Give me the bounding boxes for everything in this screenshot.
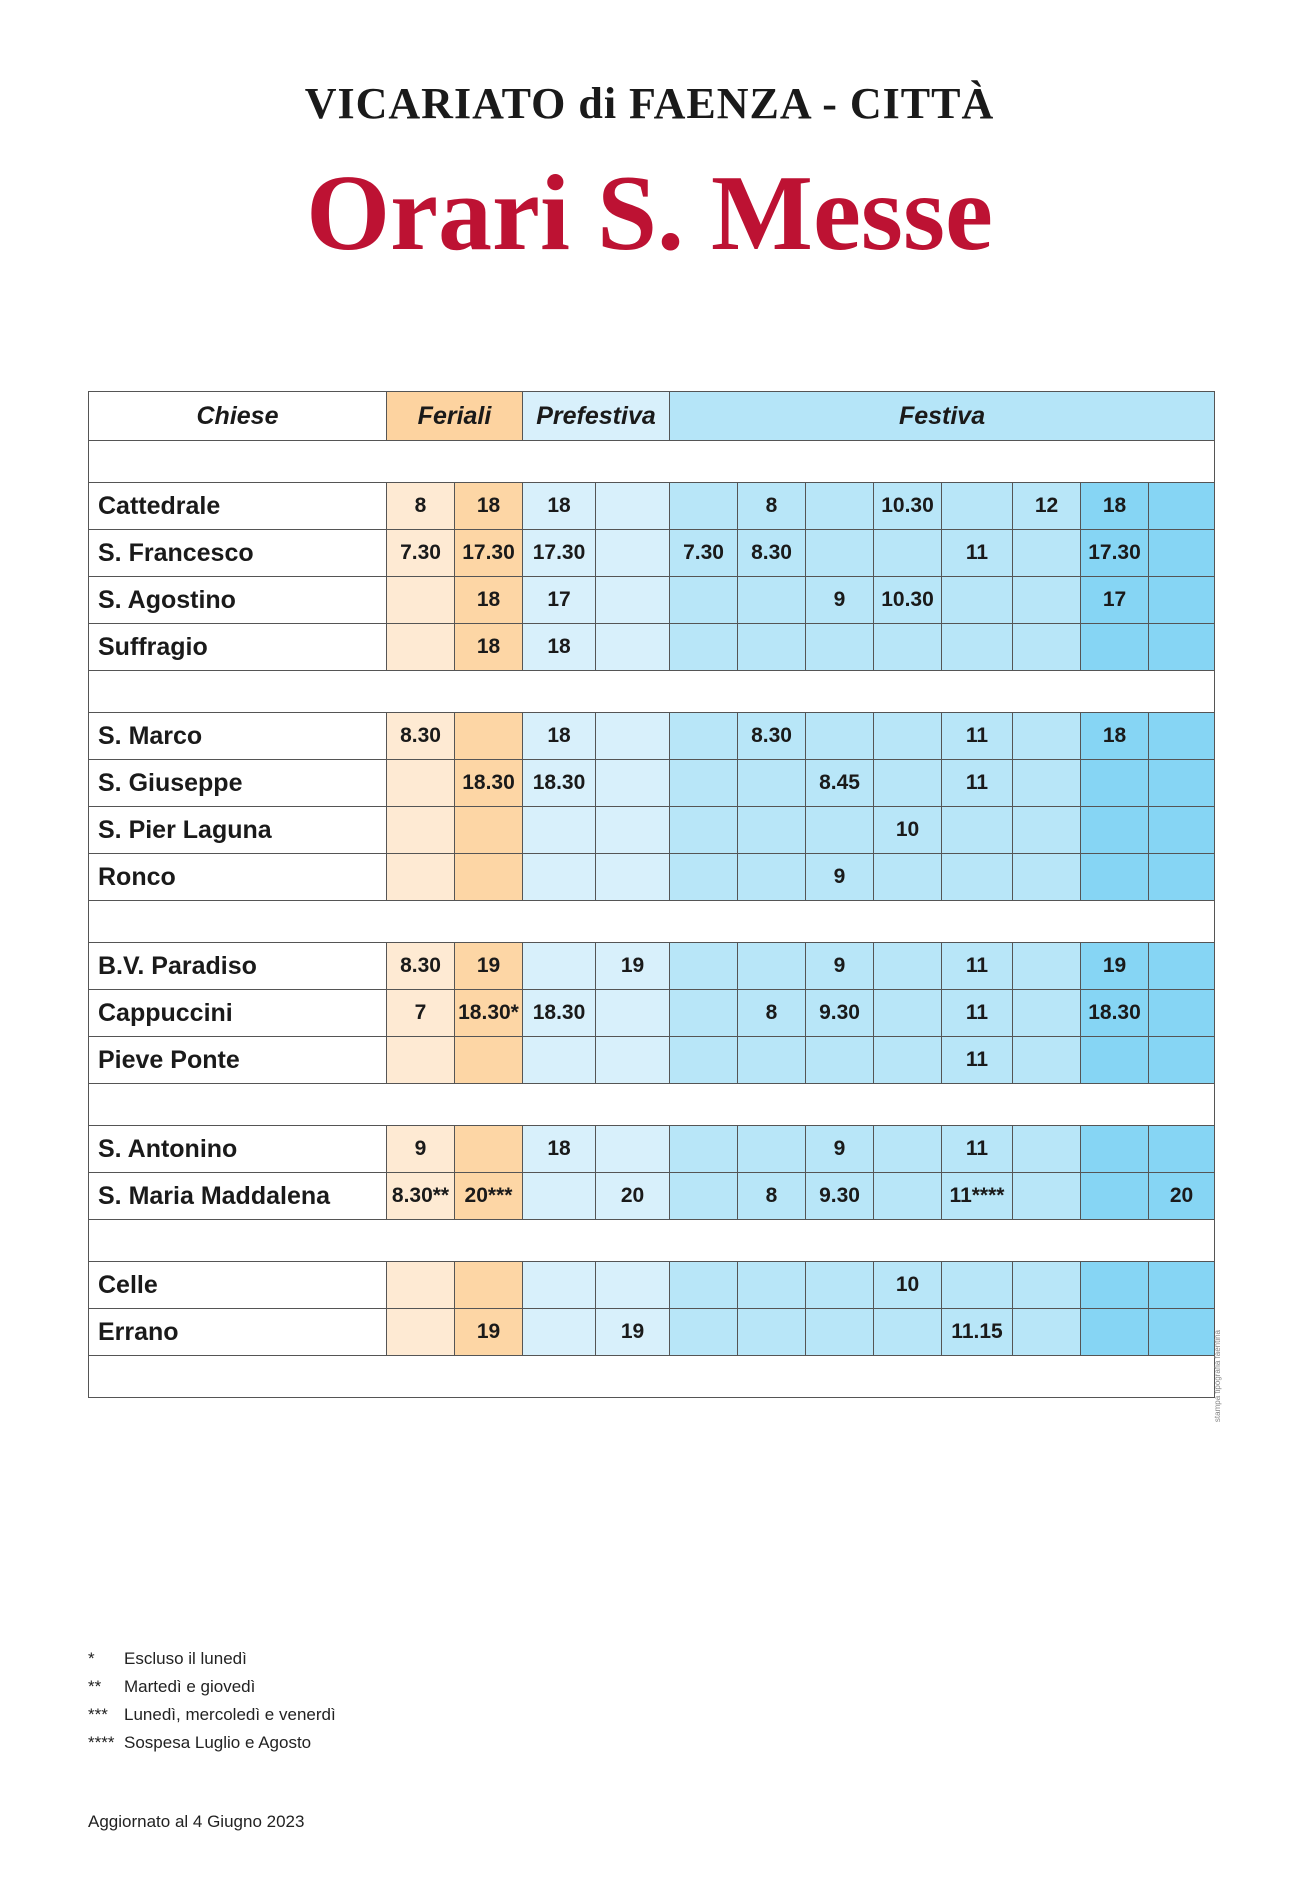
table-row: [89, 760, 1215, 807]
time-cell: 17: [523, 577, 596, 624]
church-name: Cappuccini: [89, 990, 387, 1037]
time-cell: [874, 990, 942, 1037]
spacer-cell: [89, 671, 1215, 713]
time-cell: [1149, 854, 1215, 901]
time-cell: 8.30: [738, 713, 806, 760]
time-cell: [874, 854, 942, 901]
time-cell: [1081, 760, 1149, 807]
time-cell: 11: [942, 530, 1013, 577]
time-cell: [942, 483, 1013, 530]
time-cell: 10: [874, 1262, 942, 1309]
table-row: [89, 1037, 1215, 1084]
time-cell: [387, 1309, 455, 1356]
time-cell: 8.30**: [387, 1173, 455, 1220]
time-cell: [738, 807, 806, 854]
time-cell: 11: [942, 990, 1013, 1037]
time-cell: [1149, 943, 1215, 990]
col-header-feriali: Feriali: [387, 392, 523, 441]
time-cell: [455, 1126, 523, 1173]
church-name: S. Giuseppe: [89, 760, 387, 807]
time-cell: [1013, 943, 1081, 990]
time-cell: 18.30: [523, 990, 596, 1037]
spacer-cell: [89, 441, 1215, 483]
time-cell: 9: [387, 1126, 455, 1173]
time-cell: [1013, 854, 1081, 901]
spacer-cell: [89, 901, 1215, 943]
time-cell: [1149, 624, 1215, 671]
time-cell: [1013, 624, 1081, 671]
time-cell: [596, 990, 670, 1037]
time-cell: [670, 807, 738, 854]
time-cell: [387, 807, 455, 854]
time-cell: [942, 1262, 1013, 1309]
church-name: Pieve Ponte: [89, 1037, 387, 1084]
spacer-row: [89, 1084, 1215, 1126]
time-cell: 18: [455, 624, 523, 671]
time-cell: [670, 483, 738, 530]
footnote-mark: **: [88, 1677, 102, 1696]
table-row: [89, 483, 1215, 530]
updated-date: Aggiornato al 4 Giugno 2023: [88, 1812, 305, 1831]
time-cell: [1013, 1126, 1081, 1173]
time-cell: 18: [1081, 483, 1149, 530]
time-cell: [1013, 1037, 1081, 1084]
time-cell: [1149, 1126, 1215, 1173]
time-cell: 11: [942, 1126, 1013, 1173]
time-cell: [523, 1037, 596, 1084]
time-cell: [806, 713, 874, 760]
time-cell: [942, 807, 1013, 854]
time-cell: [596, 854, 670, 901]
print-credit: stampa tipografia faentina: [1213, 1330, 1222, 1423]
spacer-row: [89, 441, 1215, 483]
time-cell: [1149, 713, 1215, 760]
time-cell: 18.30: [455, 760, 523, 807]
time-cell: [738, 760, 806, 807]
time-cell: [596, 1037, 670, 1084]
time-cell: 18: [455, 577, 523, 624]
church-name: S. Marco: [89, 713, 387, 760]
time-cell: [670, 1262, 738, 1309]
time-cell: [670, 1126, 738, 1173]
footnote-mark: *: [88, 1649, 95, 1668]
time-cell: [1149, 1309, 1215, 1356]
time-cell: 18.30*: [455, 990, 523, 1037]
church-name: Celle: [89, 1262, 387, 1309]
time-cell: [596, 1262, 670, 1309]
time-cell: [806, 1309, 874, 1356]
time-cell: [1081, 1173, 1149, 1220]
time-cell: [1013, 713, 1081, 760]
footnote-text: Martedì e giovedì: [124, 1677, 256, 1696]
mass-schedule-table: [88, 391, 1215, 1398]
time-cell: [1149, 530, 1215, 577]
time-cell: [874, 713, 942, 760]
time-cell: [387, 577, 455, 624]
footnote: [88, 1673, 336, 1701]
time-cell: [1013, 1309, 1081, 1356]
footnote-text: Escluso il lunedì: [124, 1649, 247, 1668]
time-cell: [670, 1037, 738, 1084]
time-cell: [387, 1262, 455, 1309]
church-name: S. Maria Maddalena: [89, 1173, 387, 1220]
spacer-row: [89, 1356, 1215, 1398]
footnote-text: Lunedì, mercoledì e venerdì: [124, 1705, 336, 1724]
spacer-row: [89, 901, 1215, 943]
church-name: Suffragio: [89, 624, 387, 671]
time-cell: 19: [1081, 943, 1149, 990]
time-cell: [387, 624, 455, 671]
time-cell: [1081, 1037, 1149, 1084]
time-cell: [1149, 990, 1215, 1037]
time-cell: [1081, 624, 1149, 671]
time-cell: [523, 1262, 596, 1309]
time-cell: [523, 1173, 596, 1220]
time-cell: [806, 807, 874, 854]
time-cell: [806, 1262, 874, 1309]
time-cell: 8.45: [806, 760, 874, 807]
time-cell: [874, 1126, 942, 1173]
time-cell: 8.30: [387, 943, 455, 990]
table-header-row: [89, 392, 1215, 441]
time-cell: [1081, 807, 1149, 854]
time-cell: 8.30: [738, 530, 806, 577]
table-row: [89, 1262, 1215, 1309]
time-cell: [874, 1309, 942, 1356]
table-row: [89, 854, 1215, 901]
time-cell: [1013, 1262, 1081, 1309]
time-cell: [1149, 577, 1215, 624]
spacer-cell: [89, 1356, 1215, 1398]
time-cell: [1013, 530, 1081, 577]
time-cell: [738, 854, 806, 901]
time-cell: [738, 1126, 806, 1173]
time-cell: 18: [523, 624, 596, 671]
time-cell: [670, 943, 738, 990]
time-cell: [670, 854, 738, 901]
time-cell: [596, 483, 670, 530]
church-name: Cattedrale: [89, 483, 387, 530]
time-cell: [942, 854, 1013, 901]
time-cell: [942, 624, 1013, 671]
time-cell: [1149, 807, 1215, 854]
col-header-prefestiva: Prefestiva: [523, 392, 670, 441]
time-cell: [874, 624, 942, 671]
time-cell: [1081, 854, 1149, 901]
time-cell: 11****: [942, 1173, 1013, 1220]
time-cell: 18: [523, 713, 596, 760]
time-cell: 9: [806, 943, 874, 990]
time-cell: [523, 854, 596, 901]
time-cell: 11: [942, 1037, 1013, 1084]
time-cell: [670, 624, 738, 671]
time-cell: [596, 624, 670, 671]
time-cell: [596, 577, 670, 624]
time-cell: [670, 760, 738, 807]
time-cell: [455, 1262, 523, 1309]
church-name: S. Antonino: [89, 1126, 387, 1173]
church-name: S. Pier Laguna: [89, 807, 387, 854]
time-cell: [874, 530, 942, 577]
time-cell: 9: [806, 1126, 874, 1173]
time-cell: [806, 1037, 874, 1084]
time-cell: 19: [455, 1309, 523, 1356]
time-cell: [738, 624, 806, 671]
time-cell: [874, 1037, 942, 1084]
church-name: Errano: [89, 1309, 387, 1356]
table-row: [89, 713, 1215, 760]
time-cell: 17.30: [523, 530, 596, 577]
time-cell: [1013, 760, 1081, 807]
time-cell: [670, 1309, 738, 1356]
spacer-cell: [89, 1084, 1215, 1126]
time-cell: 8: [738, 990, 806, 1037]
time-cell: [874, 1173, 942, 1220]
time-cell: [1149, 1037, 1215, 1084]
time-cell: 18: [523, 1126, 596, 1173]
time-cell: [738, 1309, 806, 1356]
time-cell: 9.30: [806, 990, 874, 1037]
time-cell: [874, 760, 942, 807]
footnote: [88, 1645, 336, 1673]
time-cell: 11: [942, 760, 1013, 807]
footnotes: [88, 1645, 336, 1757]
time-cell: 20: [1149, 1173, 1215, 1220]
time-cell: [596, 1126, 670, 1173]
time-cell: [1081, 1262, 1149, 1309]
time-cell: [523, 1309, 596, 1356]
table-row: [89, 530, 1215, 577]
time-cell: [806, 624, 874, 671]
time-cell: 9: [806, 854, 874, 901]
col-header-festiva: Festiva: [670, 392, 1215, 441]
church-name: S. Francesco: [89, 530, 387, 577]
time-cell: [806, 483, 874, 530]
spacer-row: [89, 671, 1215, 713]
time-cell: 10.30: [874, 577, 942, 624]
time-cell: 8: [387, 483, 455, 530]
table-row: [89, 807, 1215, 854]
time-cell: 18: [1081, 713, 1149, 760]
time-cell: 10: [874, 807, 942, 854]
time-cell: [942, 577, 1013, 624]
time-cell: [455, 854, 523, 901]
footnote-mark: ****: [88, 1733, 115, 1752]
time-cell: [596, 530, 670, 577]
time-cell: [738, 943, 806, 990]
church-name: S. Agostino: [89, 577, 387, 624]
time-cell: [596, 760, 670, 807]
spacer-cell: [89, 1220, 1215, 1262]
table-row: [89, 577, 1215, 624]
time-cell: 11: [942, 713, 1013, 760]
time-cell: [806, 530, 874, 577]
subtitle: VICARIATO di FAENZA - CITTÀ: [304, 79, 995, 128]
table-body: [89, 441, 1215, 1398]
spacer-row: [89, 1220, 1215, 1262]
time-cell: [874, 943, 942, 990]
table-row: [89, 943, 1215, 990]
time-cell: [387, 854, 455, 901]
time-cell: [387, 1037, 455, 1084]
time-cell: [1149, 483, 1215, 530]
time-cell: 18.30: [523, 760, 596, 807]
time-cell: [455, 1037, 523, 1084]
time-cell: [1081, 1309, 1149, 1356]
time-cell: 17.30: [455, 530, 523, 577]
time-cell: [523, 943, 596, 990]
time-cell: [738, 1037, 806, 1084]
time-cell: [738, 1262, 806, 1309]
time-cell: 8: [738, 483, 806, 530]
time-cell: 17.30: [1081, 530, 1149, 577]
time-cell: 9: [806, 577, 874, 624]
time-cell: 12: [1013, 483, 1081, 530]
footnote: [88, 1729, 336, 1757]
time-cell: [523, 807, 596, 854]
time-cell: [670, 990, 738, 1037]
church-name: B.V. Paradiso: [89, 943, 387, 990]
table-row: [89, 1173, 1215, 1220]
time-cell: 8.30: [387, 713, 455, 760]
time-cell: [1013, 990, 1081, 1037]
time-cell: [455, 807, 523, 854]
time-cell: [670, 1173, 738, 1220]
time-cell: [387, 760, 455, 807]
page-title: Orari S. Messe: [306, 154, 993, 273]
time-cell: [738, 577, 806, 624]
time-cell: 11: [942, 943, 1013, 990]
time-cell: 7: [387, 990, 455, 1037]
time-cell: 17: [1081, 577, 1149, 624]
table-row: [89, 624, 1215, 671]
time-cell: [670, 577, 738, 624]
time-cell: 18: [523, 483, 596, 530]
time-cell: 7.30: [670, 530, 738, 577]
time-cell: 9.30: [806, 1173, 874, 1220]
time-cell: [596, 713, 670, 760]
time-cell: 7.30: [387, 530, 455, 577]
time-cell: 18: [455, 483, 523, 530]
time-cell: 11.15: [942, 1309, 1013, 1356]
time-cell: [455, 713, 523, 760]
time-cell: [1149, 1262, 1215, 1309]
church-name: Ronco: [89, 854, 387, 901]
time-cell: 18.30: [1081, 990, 1149, 1037]
time-cell: 20: [596, 1173, 670, 1220]
time-cell: 8: [738, 1173, 806, 1220]
time-cell: [1013, 807, 1081, 854]
time-cell: [1013, 577, 1081, 624]
footnote: [88, 1701, 336, 1729]
time-cell: [670, 713, 738, 760]
time-cell: 19: [455, 943, 523, 990]
time-cell: 20***: [455, 1173, 523, 1220]
time-cell: [1149, 760, 1215, 807]
footnote-text: Sospesa Luglio e Agosto: [124, 1733, 312, 1752]
footnote-mark: ***: [88, 1705, 108, 1724]
col-header-chiese: Chiese: [89, 392, 387, 441]
time-cell: [596, 807, 670, 854]
time-cell: 19: [596, 943, 670, 990]
time-cell: [1081, 1126, 1149, 1173]
table-row: [89, 1126, 1215, 1173]
time-cell: [1013, 1173, 1081, 1220]
table-row: [89, 990, 1215, 1037]
time-cell: 10.30: [874, 483, 942, 530]
time-cell: 19: [596, 1309, 670, 1356]
table-row: [89, 1309, 1215, 1356]
